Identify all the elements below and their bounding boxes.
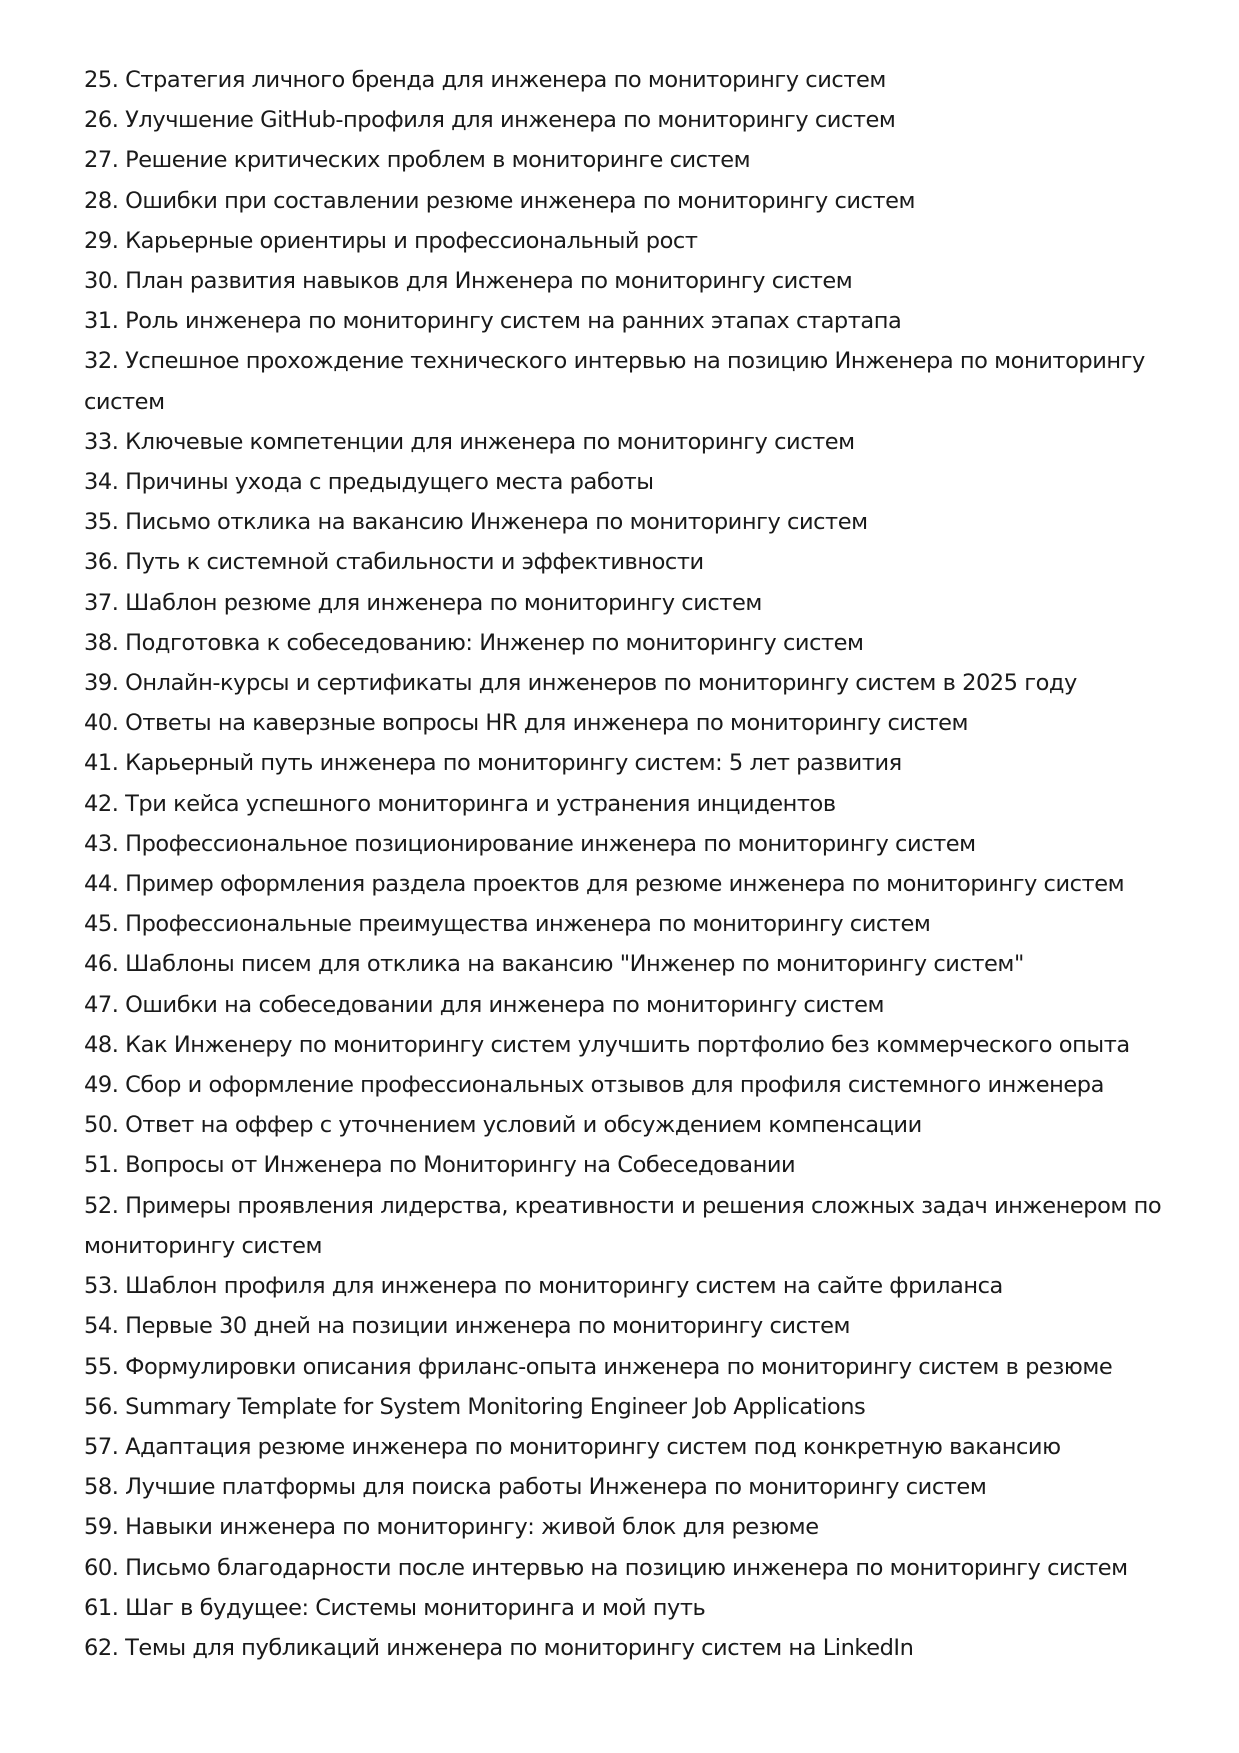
list-item: 60. Письмо благодарности после интервью на позицию инженера по мониторингу систем [84, 1554, 1128, 1581]
list-item: 43. Профессиональное позиционирование инженера по мониторингу систем [84, 830, 976, 857]
list-item: 31. Роль инженера по мониторингу систем на ранних этапах стартапа [84, 308, 902, 335]
list-item: 30. План развития навыков для Инженера по мониторингу систем [84, 268, 853, 295]
list-item: 33. Ключевые компетенции для инженера по мониторингу систем [84, 428, 855, 455]
list-item: 39. Онлайн-курсы и сертификаты для инженеров по мониторингу систем в 2025 году [84, 670, 1077, 697]
list-item: 57. Адаптация резюме инженера по мониторингу систем под конкретную вакансию [84, 1433, 1061, 1460]
list-item: 26. Улучшение GitHub-профиля для инженера по мониторингу систем [84, 107, 896, 134]
list-item: 27. Решение критических проблем в мониторинге систем [84, 147, 751, 174]
list-item: 36. Путь к системной стабильности и эффективности [84, 549, 704, 576]
document-page [84, 60, 1174, 1668]
list-item: 42. Три кейса успешного мониторинга и устранения инцидентов [84, 790, 836, 817]
list-item: 52. Примеры проявления лидерства, креативности и решения сложных задач инженером по мониторингу систем [84, 1192, 1162, 1259]
list-item: 28. Ошибки при составлении резюме инженера по мониторингу систем [84, 187, 916, 214]
list-item: 54. Первые 30 дней на позиции инженера по мониторингу систем [84, 1313, 851, 1340]
list-item: 25. Стратегия личного бренда для инженера по мониторингу систем [84, 67, 886, 93]
list-item: 53. Шаблон профиля для инженера по мониторингу систем на сайте фриланса [84, 1273, 1003, 1300]
list-item: 44. Пример оформления раздела проектов для резюме инженера по мониторингу систем [84, 871, 1125, 898]
list-item: 56. Summary Template for System Monitoring Engineer Job Applications [84, 1393, 866, 1420]
list-item: 61. Шаг в будущее: Системы мониторинга и мой путь [84, 1594, 706, 1621]
list-item: 46. Шаблоны писем для отклика на вакансию "Инженер по мониторингу систем" [84, 951, 1024, 978]
list-item: 59. Навыки инженера по мониторингу: живой блок для резюме [84, 1514, 819, 1541]
list-item: 48. Как Инженеру по мониторингу систем улучшить портфолио без коммерческого опыта [84, 1031, 1130, 1058]
list-item: 41. Карьерный путь инженера по мониторингу систем: 5 лет развития [84, 750, 902, 777]
list-item: 40. Ответы на каверзные вопросы HR для инженера по мониторингу систем [84, 710, 969, 737]
list-item: 49. Сбор и оформление профессиональных отзывов для профиля системного инженера [84, 1072, 1104, 1099]
list-item: 50. Ответ на оффер с уточнением условий и обсуждением компенсации [84, 1112, 922, 1139]
list-item: 62. Темы для публикаций инженера по мониторингу систем на LinkedIn [84, 1634, 914, 1661]
list-item: 37. Шаблон резюме для инженера по мониторингу систем [84, 589, 762, 616]
list-item: 32. Успешное прохождение технического интервью на позицию Инженера по мониторингу систем [84, 348, 1145, 415]
list-item: 58. Лучшие платформы для поиска работы Инженера по мониторингу систем [84, 1474, 987, 1501]
list-item: 34. Причины ухода с предыдущего места работы [84, 469, 654, 496]
list-item: 29. Карьерные ориентиры и профессиональный рост [84, 227, 698, 254]
list-item: 38. Подготовка к собеседованию: Инженер по мониторингу систем [84, 629, 864, 656]
list-item: 35. Письмо отклика на вакансию Инженера по мониторингу систем [84, 509, 868, 536]
list-item: 51. Вопросы от Инженера по Мониторингу на Собеседовании [84, 1152, 796, 1179]
list-item: 55. Формулировки описания фриланс-опыта инженера по мониторингу систем в резюме [84, 1353, 1113, 1380]
list-item: 45. Профессиональные преимущества инженера по мониторингу систем [84, 911, 931, 938]
list-item: 47. Ошибки на собеседовании для инженера по мониторингу систем [84, 991, 885, 1018]
